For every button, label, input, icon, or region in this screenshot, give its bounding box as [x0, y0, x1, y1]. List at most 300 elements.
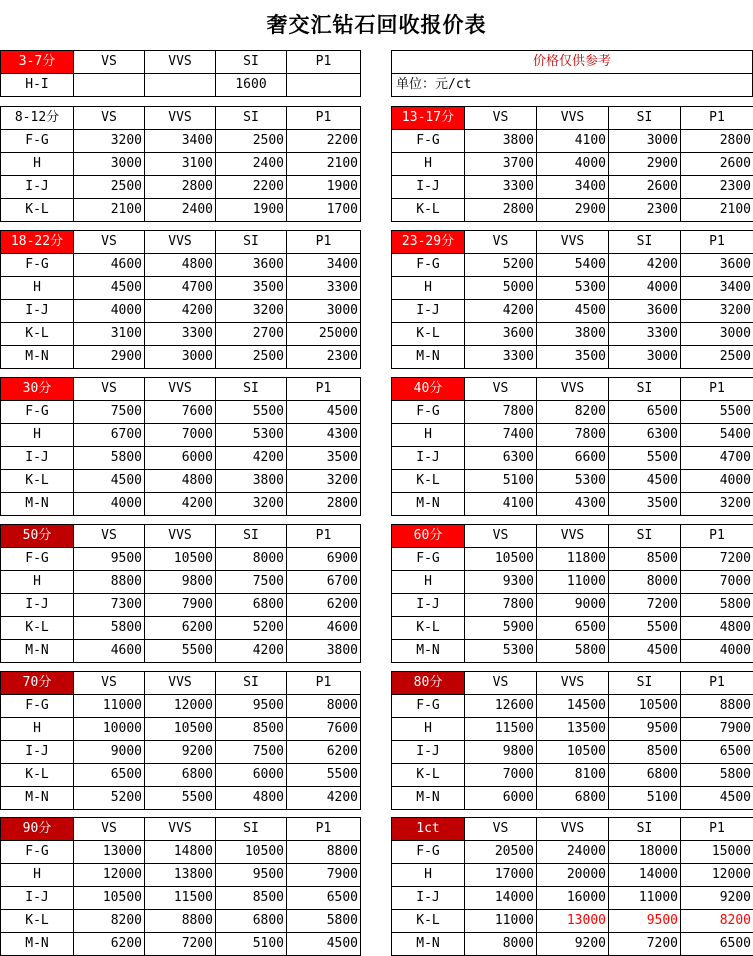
color-grade: I-J: [1, 594, 74, 617]
price-cell: 5000: [465, 277, 537, 300]
price-cell: 6800: [216, 910, 287, 933]
color-grade: I-J: [1, 887, 74, 910]
price-cell: 4500: [287, 933, 361, 956]
price-cell: 5200: [74, 787, 145, 810]
price-cell: 7200: [681, 548, 753, 571]
table-row: [1, 153, 361, 176]
color-grade: H: [392, 571, 465, 594]
price-cell: 9500: [609, 910, 681, 933]
price-cell: [74, 74, 145, 97]
price-cell: 3300: [145, 323, 216, 346]
price-cell: 10500: [609, 695, 681, 718]
color-grade: M-N: [1, 493, 74, 516]
clarity-header: SI: [216, 107, 287, 130]
price-cell: 4600: [74, 254, 145, 277]
price-cell: 4000: [74, 493, 145, 516]
price-cell: 2100: [681, 199, 753, 222]
clarity-header: VS: [74, 818, 145, 841]
price-cell: 7500: [216, 571, 287, 594]
price-block: [0, 106, 361, 222]
price-cell: 11000: [465, 910, 537, 933]
price-cell: 5100: [216, 933, 287, 956]
color-grade: K-L: [392, 470, 465, 493]
price-cell: 9500: [216, 864, 287, 887]
price-cell: 2100: [287, 153, 361, 176]
price-cell: [145, 74, 216, 97]
color-grade: H: [1, 571, 74, 594]
price-cell: 6700: [287, 571, 361, 594]
price-cell: 1600: [216, 74, 287, 97]
color-grade: I-J: [1, 741, 74, 764]
carat-range-label: 3-7分: [1, 51, 74, 74]
table-row: [392, 695, 753, 718]
price-cell: 4500: [287, 401, 361, 424]
price-cell: 6200: [74, 933, 145, 956]
table-row: [392, 323, 753, 346]
price-cell: 3400: [681, 277, 753, 300]
price-cell: 7800: [537, 424, 609, 447]
price-block: [0, 671, 361, 810]
table-row: [1, 571, 361, 594]
price-cell: 6700: [74, 424, 145, 447]
price-cell: 6500: [609, 401, 681, 424]
price-block: [391, 377, 753, 516]
price-cell: 7200: [145, 933, 216, 956]
table-row: [392, 254, 753, 277]
table-row: [1, 617, 361, 640]
price-cell: [287, 74, 361, 97]
price-cell: 5400: [537, 254, 609, 277]
price-cell: 5300: [216, 424, 287, 447]
price-note: [391, 50, 753, 97]
color-grade: F-G: [392, 841, 465, 864]
color-grade: F-G: [392, 548, 465, 571]
price-cell: 2800: [145, 176, 216, 199]
price-cell: 11800: [537, 548, 609, 571]
price-cell: 16000: [537, 887, 609, 910]
clarity-header: VS: [74, 525, 145, 548]
table-row: [1, 640, 361, 663]
color-grade: K-L: [1, 323, 74, 346]
price-cell: 4000: [681, 640, 753, 663]
color-grade: H: [392, 153, 465, 176]
clarity-header: SI: [216, 818, 287, 841]
price-cell: 5100: [465, 470, 537, 493]
price-cell: 10500: [216, 841, 287, 864]
price-cell: 1900: [216, 199, 287, 222]
color-grade: H: [1, 277, 74, 300]
price-cell: 24000: [537, 841, 609, 864]
price-cell: 4200: [145, 300, 216, 323]
price-cell: 12000: [74, 864, 145, 887]
clarity-header: SI: [609, 672, 681, 695]
clarity-header: VS: [465, 378, 537, 401]
price-cell: 5500: [609, 617, 681, 640]
color-grade: H: [392, 864, 465, 887]
price-cell: 4800: [681, 617, 753, 640]
price-cell: 3000: [145, 346, 216, 369]
price-cell: 7500: [216, 741, 287, 764]
table-row: [1, 447, 361, 470]
price-cell: 14000: [609, 864, 681, 887]
price-cell: 7200: [609, 933, 681, 956]
price-cell: 8000: [465, 933, 537, 956]
price-cell: 2400: [216, 153, 287, 176]
price-cell: 8800: [681, 695, 753, 718]
table-row: [392, 470, 753, 493]
carat-range-label: 8-12分: [1, 107, 74, 130]
table-row: [1, 933, 361, 956]
clarity-header: VVS: [537, 231, 609, 254]
table-row: [1, 199, 361, 222]
price-cell: 3200: [681, 300, 753, 323]
clarity-header: SI: [216, 231, 287, 254]
price-cell: 10500: [537, 741, 609, 764]
clarity-header: VVS: [537, 107, 609, 130]
carat-range-label: 40分: [392, 378, 465, 401]
price-cell: 3800: [537, 323, 609, 346]
price-cell: 7600: [145, 401, 216, 424]
price-cell: 4200: [465, 300, 537, 323]
clarity-header: VVS: [145, 672, 216, 695]
table-row: [1, 346, 361, 369]
price-cell: 2600: [681, 153, 753, 176]
price-cell: 8200: [74, 910, 145, 933]
table-row: [392, 741, 753, 764]
table-row: [1, 548, 361, 571]
price-cell: 4100: [537, 130, 609, 153]
price-cell: 9000: [537, 594, 609, 617]
price-cell: 5500: [287, 764, 361, 787]
price-cell: 10500: [145, 718, 216, 741]
price-cell: 4300: [537, 493, 609, 516]
price-cell: 4200: [216, 640, 287, 663]
color-grade: M-N: [1, 787, 74, 810]
price-cell: 3200: [216, 300, 287, 323]
color-grade: K-L: [392, 199, 465, 222]
color-grade: M-N: [392, 493, 465, 516]
color-grade: K-L: [392, 910, 465, 933]
carat-range-label: 13-17分: [392, 107, 465, 130]
color-grade: F-G: [392, 254, 465, 277]
table-row: [392, 764, 753, 787]
price-cell: 3500: [287, 447, 361, 470]
price-cell: 6000: [216, 764, 287, 787]
price-cell: 4200: [287, 787, 361, 810]
price-block: [0, 524, 361, 663]
table-row: [1, 74, 361, 97]
price-cell: 5800: [537, 640, 609, 663]
price-block: [0, 377, 361, 516]
color-grade: M-N: [392, 346, 465, 369]
table-row: [1, 323, 361, 346]
price-cell: 7900: [145, 594, 216, 617]
table-row: [1, 695, 361, 718]
carat-range-label: 70分: [1, 672, 74, 695]
price-cell: 8000: [216, 548, 287, 571]
price-cell: 7000: [145, 424, 216, 447]
table-row: [1, 470, 361, 493]
price-cell: 5800: [681, 594, 753, 617]
table-row: [1, 401, 361, 424]
color-grade: I-J: [1, 447, 74, 470]
price-cell: 12000: [145, 695, 216, 718]
price-cell: 5500: [145, 787, 216, 810]
table-row: [392, 277, 753, 300]
clarity-header: P1: [681, 818, 753, 841]
table-row: [1, 594, 361, 617]
price-cell: 8500: [609, 741, 681, 764]
clarity-header: VVS: [145, 525, 216, 548]
price-cell: 5400: [681, 424, 753, 447]
clarity-header: VVS: [537, 525, 609, 548]
price-cell: 4700: [145, 277, 216, 300]
clarity-header: SI: [216, 525, 287, 548]
price-cell: 4500: [537, 300, 609, 323]
color-grade: M-N: [392, 933, 465, 956]
price-cell: 6500: [681, 933, 753, 956]
carat-range-label: 50分: [1, 525, 74, 548]
price-cell: 5800: [74, 447, 145, 470]
color-grade: H: [392, 718, 465, 741]
price-cell: 14800: [145, 841, 216, 864]
price-cell: 2200: [216, 176, 287, 199]
price-cell: 4500: [609, 640, 681, 663]
color-grade: K-L: [1, 764, 74, 787]
table-row: [1, 254, 361, 277]
table-row: [392, 718, 753, 741]
price-cell: 10500: [465, 548, 537, 571]
price-cell: 2300: [681, 176, 753, 199]
price-cell: 4800: [216, 787, 287, 810]
price-cell: 6500: [681, 741, 753, 764]
price-cell: 3200: [681, 493, 753, 516]
color-grade: I-J: [392, 176, 465, 199]
table-row: [392, 864, 753, 887]
price-cell: 5500: [609, 447, 681, 470]
clarity-header: P1: [681, 107, 753, 130]
price-cell: 6200: [287, 741, 361, 764]
clarity-header: SI: [216, 378, 287, 401]
carat-range-label: 60分: [392, 525, 465, 548]
price-cell: 3500: [537, 346, 609, 369]
clarity-header: VS: [465, 672, 537, 695]
price-cell: 2800: [681, 130, 753, 153]
price-cell: 2600: [609, 176, 681, 199]
table-row: [1, 718, 361, 741]
price-cell: 7000: [681, 571, 753, 594]
price-cell: 4200: [216, 447, 287, 470]
price-cell: 3200: [216, 493, 287, 516]
clarity-header: SI: [216, 672, 287, 695]
table-row: [1, 176, 361, 199]
price-cell: 8000: [609, 571, 681, 594]
clarity-header: VS: [74, 231, 145, 254]
price-cell: 13000: [74, 841, 145, 864]
table-row: [392, 401, 753, 424]
table-row: [392, 640, 753, 663]
color-grade: F-G: [392, 130, 465, 153]
price-cell: 5800: [74, 617, 145, 640]
color-grade: I-J: [1, 176, 74, 199]
price-cell: 9500: [74, 548, 145, 571]
price-cell: 4500: [74, 470, 145, 493]
table-row: [392, 199, 753, 222]
reference-note: 价格仅供参考: [392, 51, 753, 74]
color-grade: F-G: [1, 130, 74, 153]
clarity-header: P1: [287, 51, 361, 74]
clarity-header: VVS: [145, 51, 216, 74]
price-cell: 5300: [537, 470, 609, 493]
carat-range-label: 23-29分: [392, 231, 465, 254]
color-grade: I-J: [392, 447, 465, 470]
color-grade: H-I: [1, 74, 74, 97]
price-cell: 10000: [74, 718, 145, 741]
clarity-header: VVS: [537, 672, 609, 695]
price-cell: 9500: [609, 718, 681, 741]
price-cell: 12600: [465, 695, 537, 718]
clarity-header: P1: [287, 525, 361, 548]
clarity-header: P1: [287, 107, 361, 130]
price-cell: 8500: [609, 548, 681, 571]
price-cell: 9500: [216, 695, 287, 718]
price-cell: 3000: [287, 300, 361, 323]
price-cell: 9000: [74, 741, 145, 764]
price-cell: 3400: [537, 176, 609, 199]
price-cell: 8200: [681, 910, 753, 933]
price-cell: 12000: [681, 864, 753, 887]
table-row: [392, 130, 753, 153]
clarity-header: VVS: [537, 818, 609, 841]
price-cell: 3300: [287, 277, 361, 300]
price-cell: 2500: [216, 346, 287, 369]
clarity-header: SI: [609, 378, 681, 401]
clarity-header: P1: [287, 818, 361, 841]
price-cell: 14500: [537, 695, 609, 718]
price-cell: 2500: [681, 346, 753, 369]
price-cell: 7400: [465, 424, 537, 447]
price-block: [391, 230, 753, 369]
price-cell: 2300: [609, 199, 681, 222]
price-cell: 3300: [465, 346, 537, 369]
price-cell: 9200: [537, 933, 609, 956]
color-grade: I-J: [392, 741, 465, 764]
price-cell: 6800: [537, 787, 609, 810]
price-cell: 9800: [145, 571, 216, 594]
price-cell: 10500: [74, 887, 145, 910]
price-cell: 4000: [74, 300, 145, 323]
price-cell: 11500: [145, 887, 216, 910]
price-cell: 14000: [465, 887, 537, 910]
price-cell: 6300: [465, 447, 537, 470]
clarity-header: P1: [287, 378, 361, 401]
price-cell: 7800: [465, 401, 537, 424]
table-row: [392, 594, 753, 617]
clarity-header: VVS: [145, 378, 216, 401]
price-cell: 4000: [537, 153, 609, 176]
price-cell: 8800: [74, 571, 145, 594]
price-cell: 2500: [216, 130, 287, 153]
price-cell: 3400: [287, 254, 361, 277]
price-cell: 4100: [465, 493, 537, 516]
price-cell: 5100: [609, 787, 681, 810]
price-cell: 11000: [74, 695, 145, 718]
price-cell: 11500: [465, 718, 537, 741]
price-cell: 2200: [287, 130, 361, 153]
color-grade: F-G: [392, 401, 465, 424]
clarity-header: VVS: [145, 231, 216, 254]
price-cell: 8100: [537, 764, 609, 787]
price-cell: 10500: [145, 548, 216, 571]
price-cell: 7900: [287, 864, 361, 887]
price-cell: 4300: [287, 424, 361, 447]
color-grade: M-N: [392, 787, 465, 810]
price-cell: 3200: [74, 130, 145, 153]
price-cell: 20500: [465, 841, 537, 864]
table-row: [392, 153, 753, 176]
carat-range-label: 80分: [392, 672, 465, 695]
price-cell: 4000: [609, 277, 681, 300]
price-cell: 3500: [609, 493, 681, 516]
table-row: [392, 841, 753, 864]
price-cell: 4200: [609, 254, 681, 277]
price-cell: 6500: [74, 764, 145, 787]
unit-note: 单位：元/ct: [392, 74, 753, 97]
clarity-header: SI: [216, 51, 287, 74]
color-grade: K-L: [1, 199, 74, 222]
price-cell: 6500: [537, 617, 609, 640]
table-row: [1, 787, 361, 810]
color-grade: K-L: [392, 764, 465, 787]
price-cell: 15000: [681, 841, 753, 864]
clarity-header: P1: [287, 672, 361, 695]
price-cell: 8500: [216, 718, 287, 741]
price-cell: 3600: [465, 323, 537, 346]
table-row: [1, 130, 361, 153]
price-cell: 9200: [681, 887, 753, 910]
price-cell: 9800: [465, 741, 537, 764]
price-cell: 13800: [145, 864, 216, 887]
table-row: [1, 841, 361, 864]
color-grade: M-N: [1, 640, 74, 663]
price-cell: 8800: [145, 910, 216, 933]
color-grade: I-J: [392, 594, 465, 617]
price-block: [0, 817, 361, 956]
table-row: [392, 424, 753, 447]
page-title: 奢交汇钻石回收报价表: [0, 0, 753, 48]
price-cell: 3600: [609, 300, 681, 323]
table-row: [1, 887, 361, 910]
price-cell: 6200: [145, 617, 216, 640]
color-grade: M-N: [1, 346, 74, 369]
price-cell: 7300: [74, 594, 145, 617]
color-grade: H: [1, 153, 74, 176]
price-cell: 6200: [287, 594, 361, 617]
price-cell: 2700: [216, 323, 287, 346]
color-grade: K-L: [392, 617, 465, 640]
clarity-header: VS: [74, 378, 145, 401]
price-cell: 7600: [287, 718, 361, 741]
color-grade: H: [1, 864, 74, 887]
price-cell: 3800: [465, 130, 537, 153]
clarity-header: VS: [74, 107, 145, 130]
price-cell: 2800: [465, 199, 537, 222]
clarity-header: VS: [465, 525, 537, 548]
clarity-header: SI: [609, 231, 681, 254]
price-cell: 4500: [74, 277, 145, 300]
color-grade: F-G: [1, 841, 74, 864]
price-cell: 5300: [465, 640, 537, 663]
